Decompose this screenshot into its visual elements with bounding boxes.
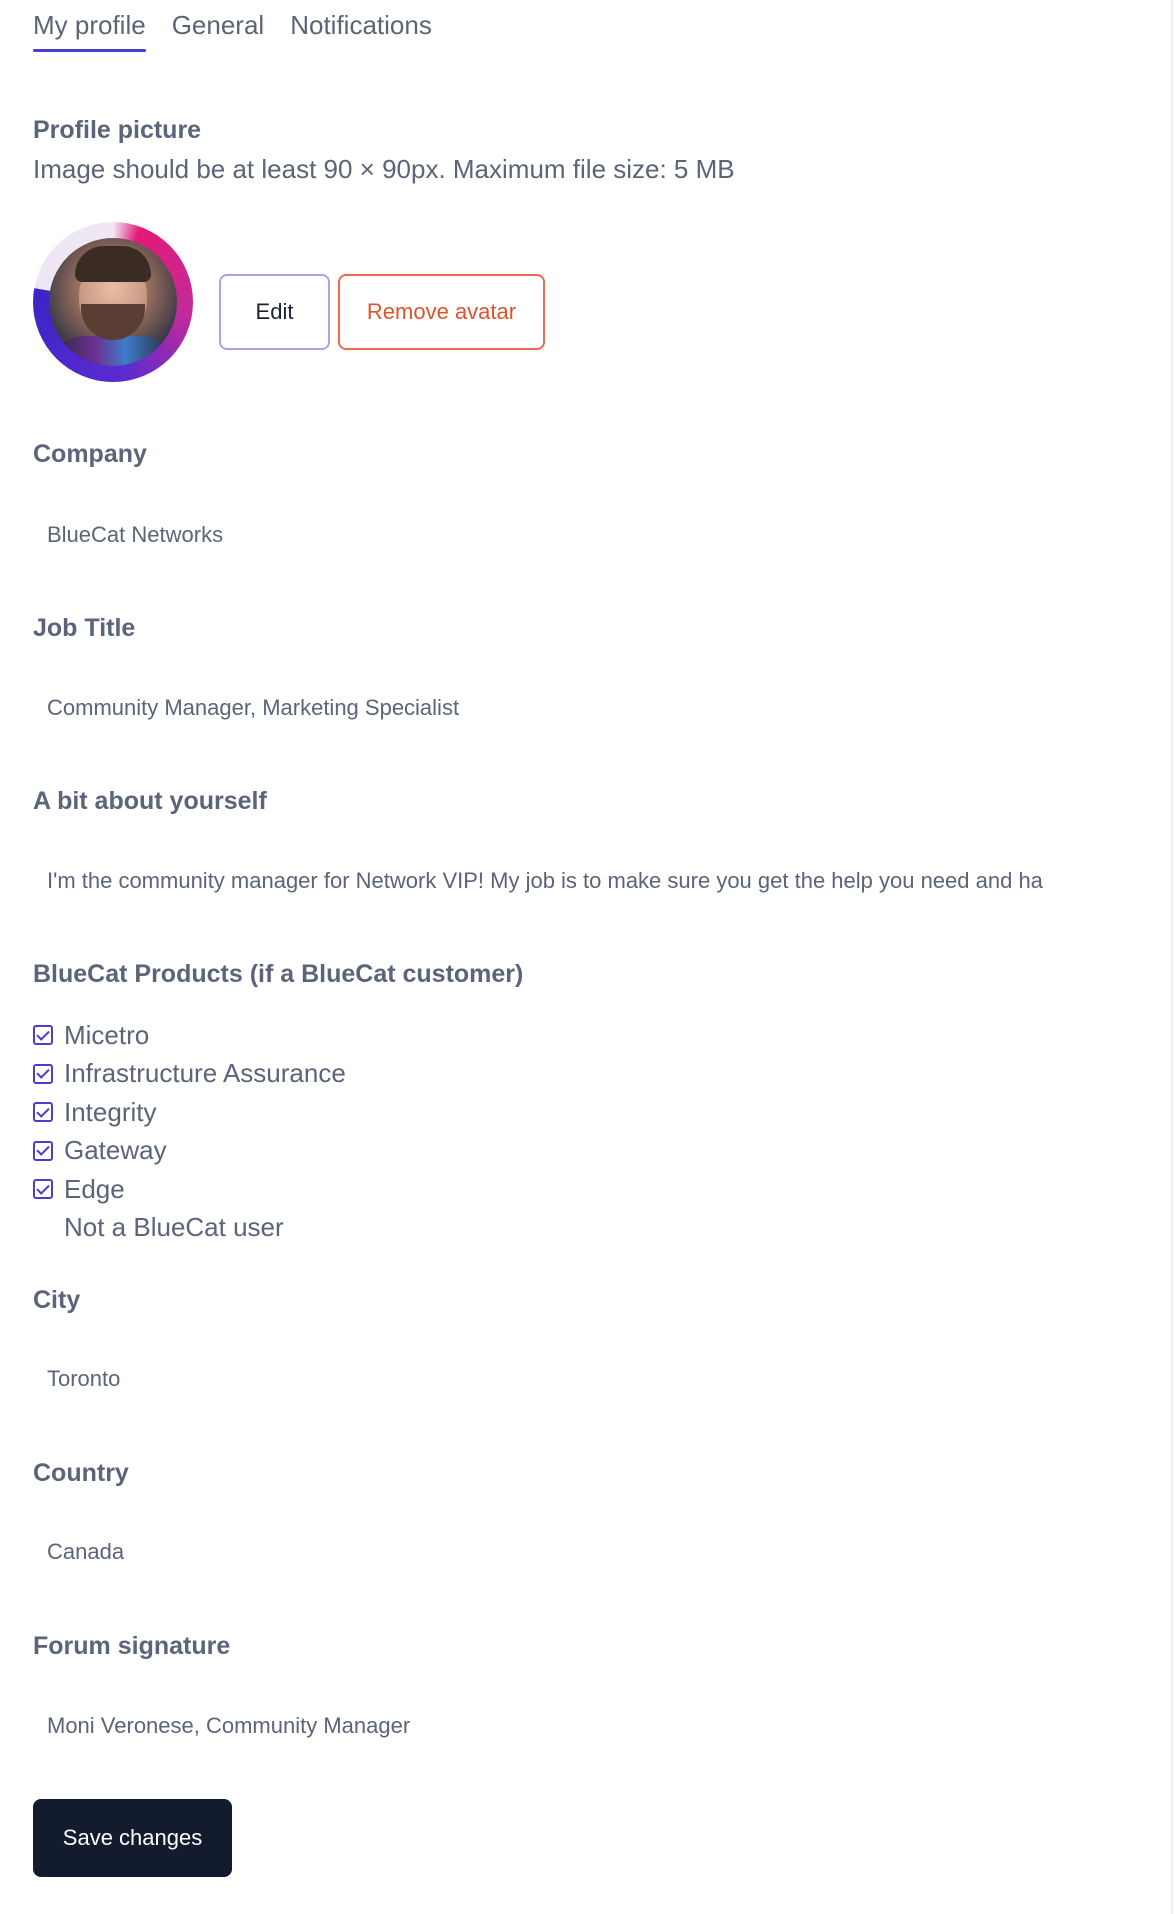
checkbox-checked-icon[interactable] bbox=[33, 1064, 53, 1084]
checkbox-unchecked-icon[interactable] bbox=[33, 1218, 53, 1238]
checkbox-checked-icon[interactable] bbox=[33, 1025, 53, 1045]
remove-avatar-button[interactable]: Remove avatar bbox=[338, 274, 545, 350]
product-option-infrastructure-assurance[interactable] bbox=[33, 1055, 346, 1094]
edit-avatar-button[interactable]: Edit bbox=[219, 274, 330, 350]
country-field[interactable]: Canada bbox=[47, 1539, 125, 1564]
product-option-label: Not a BlueCat user bbox=[64, 1212, 284, 1243]
product-option-label: Micetro bbox=[64, 1019, 150, 1050]
product-option-edge[interactable] bbox=[33, 1170, 346, 1209]
right-divider bbox=[1171, 0, 1173, 1914]
city-field[interactable]: Toronto bbox=[47, 1366, 121, 1391]
product-option-gateway[interactable] bbox=[33, 1132, 346, 1171]
settings-tabs bbox=[33, 8, 432, 48]
profile-picture-hint: Image should be at least 90 × 90px. Maximum file size: 5 MB bbox=[33, 154, 735, 184]
save-changes-button[interactable]: Save changes bbox=[33, 1799, 232, 1877]
product-option-label: Infrastructure Assurance bbox=[64, 1058, 346, 1089]
product-option-label: Integrity bbox=[64, 1096, 157, 1127]
signature-field[interactable]: Moni Veronese, Community Manager bbox=[47, 1713, 411, 1738]
city-label: City bbox=[33, 1286, 81, 1314]
signature-label: Forum signature bbox=[33, 1632, 231, 1660]
product-option-label: Edge bbox=[64, 1173, 125, 1204]
tab-notifications[interactable]: Notifications bbox=[290, 10, 432, 40]
tab-my-profile[interactable]: My profile bbox=[33, 8, 146, 48]
checkbox-checked-icon[interactable] bbox=[33, 1102, 53, 1122]
products-heading: BlueCat Products (if a BlueCat customer) bbox=[33, 960, 524, 988]
avatar bbox=[33, 222, 193, 382]
checkbox-checked-icon[interactable] bbox=[33, 1179, 53, 1199]
bio-field[interactable]: I'm the community manager for Network VIP! My job is to make sure you get the help you need and ha bbox=[47, 868, 1043, 893]
country-label: Country bbox=[33, 1459, 129, 1487]
checkbox-checked-icon[interactable] bbox=[33, 1141, 53, 1161]
company-label: Company bbox=[33, 440, 147, 468]
avatar-photo bbox=[49, 238, 177, 366]
product-option-not-a-user[interactable] bbox=[33, 1209, 346, 1248]
products-checklist bbox=[33, 1016, 346, 1247]
product-option-integrity[interactable] bbox=[33, 1093, 346, 1132]
bio-label: A bit about yourself bbox=[33, 787, 267, 815]
product-option-label: Gateway bbox=[64, 1135, 167, 1166]
profile-picture-heading: Profile picture bbox=[33, 116, 202, 144]
product-option-micetro[interactable] bbox=[33, 1016, 346, 1055]
company-field[interactable]: BlueCat Networks bbox=[47, 522, 224, 547]
job-title-label: Job Title bbox=[33, 614, 136, 642]
tab-general[interactable]: General bbox=[171, 10, 265, 40]
job-title-field[interactable]: Community Manager, Marketing Specialist bbox=[47, 695, 460, 720]
